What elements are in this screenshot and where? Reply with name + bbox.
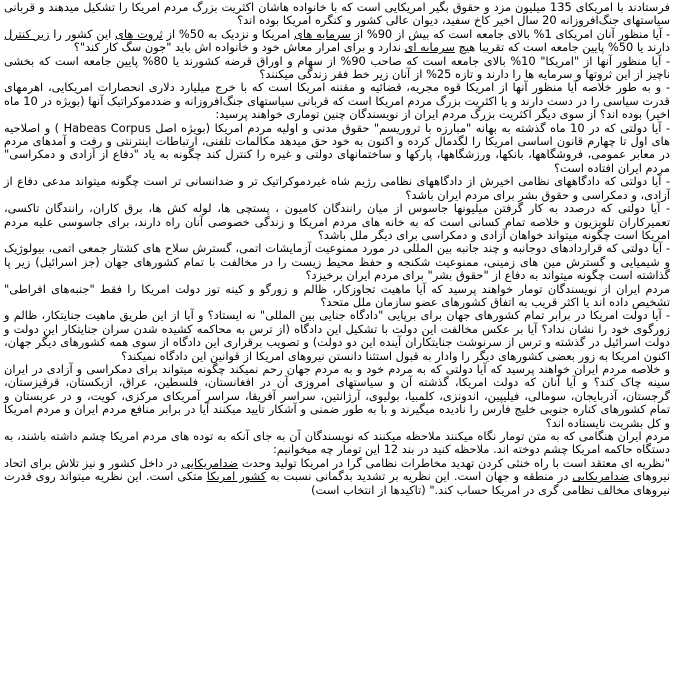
text-segment: - و به طور خلاصه آیا منظور آنها از امریکا قوه مجریه، قضائیه و مقننه امریکا است که با خرج میلیارد دلاری انحصارات امریکایی، اهرمهای قدرت سیاسی را در دست دارند و یا اکثریت بزرگ مردم امریکا است که قربانی سیاستهای جنگ‌افروزانه و ضددموکراتیک آنها (بویژه در 10 ماه اخیر) بوده اند؟ از سوی دیگر اکثریت بزرگ مردم ایران از نویسندگان چنین توماری خواهند پرسید: [4, 80, 670, 122]
text-segment: و خلاصه مردم ایران خواهند پرسید که آیا دولتی که به مردم خود و به مردم جهان رحم نمیکند چگونه میتواند برای دمکراسی و آزادی در ایران سینه چاک کند؟ و آیا آنان که دولت امریکا، گذشته آن و سیاستهای امروزی آن در افغانستان، فلسطین، عراق، ازبکستان، قرقیزستان، گرجستان، آذربایجان، سومالی، فیلیپین، اندونزی، کلمبیا، بولیوی، آرژانتین، سراسر آفریقا، سراسر آمریکای مرکزی، کویت، و در عربستان و تمام کشورهای کناره جنوبی خلیج فارس را نادیده میگیرند و با به طور ضمنی و آشکار تایید میکنند آیا در برابر منافع مردم ایران و مردم امریکا و کل بشریت نایستاده اند؟ [4, 361, 670, 430]
text-segment: - آیا دولتی که درصدد به کار گرفتن میلیونها جاسوس از میان رانندگان کامیون ، پستچی ها، لوله کش ها، برق کاران، رانندگان تاکسی، تعمیرکاران تلویزیون و خلاصه تمام کسانی است که به خانه های مردم امریکا و زندگی خصوصی آنان راه دارند، برای جاسوسی علیه مردم امریکا است چگونه میتواند خواهان آزادی و دمکراسی برای دیگر ملل باشد؟ [4, 201, 670, 242]
underlined-phrase: کشور امریکا [206, 469, 267, 484]
paragraph [4, 175, 670, 202]
text-segment: در داخل کشور و نیز تلاش برای اتحاد نیروهای [4, 455, 670, 484]
paragraph [4, 55, 670, 82]
text-segment: امریکا و نزدیک به 50% از [162, 26, 294, 41]
text-segment: مردم ایران از نویسندگان تومار خواهند پرسید که آیا ماهیت تجاوزکار، ظالم و زورگو و کینه توز دولت امریکا را فقط "جنبه‌های افراطی" تشخیص داده اند یا اکثر قریب به اتفاق کشورهای عضو سازمان ملل متحد؟ [4, 281, 670, 309]
text-segment: متکی است. این نظریه میتواند روی قدرت نیروهای مخالف نظامی گری در امریکا حساب کند." (تاکیدها از انتخاب است) [4, 469, 670, 497]
text-segment: ندارد و برای امرار معاش خود و خانواده اش باید "جون سگ کار کند"؟ [73, 40, 405, 55]
underlined-phrase: سرمایه ای [404, 40, 455, 55]
text-segment: - آیا دولت امریکا در برابر تمام کشورهای جهان برای برپایی "دادگاه جنایی بین المللی" نه ایستاد؟ و آیا از این طریق ماهیت جنایتکار، ظالم و زورگوی خود را نشان نداد؟ آیا بر عکس مخالفت این دولت با تشکیل این دادگاه (از ترس به محاکمه کشیده شدن سران جنایتکار این دولت و دولت اسرائیل در گذشته و ترس از سرنوشت جنایتکاران آینده این دو دولت) و تصویب برقراری این دادگاه از سوی همه کشورهای دیگر جهان، اکنون امریکا به زور بعضی کشورهای دیگر را وادار به قبول استثنا دانستن نیروهای امریکا از قوانین این دادگاه نمیکند؟ [4, 308, 670, 363]
text-segment: در منطقه و جهان است. این نظریه بر تشدید بدگمانی نسبت به [266, 469, 573, 484]
text-segment: دارند یا 50% پایین جامعه است که تقریبا هیچ [454, 40, 670, 55]
text-segment: - آیا دولتی که قراردادهای دوجانبه و چند جانبه بین المللی در مورد ممنوعیت آزمایشات اتمی، گسترش سلاح های کشتار جمعی اتمی، بیولوژیک و شیمیایی و گسترش مین های زمینی، ممنوعیت شکنجه و حفظ محیط زیست را در مخالفت با تمام کشورهای جهان (جز اسرائیل) زیر پا گذاشته است چگونه میتواند به دفاع از "حقوق بشر" برای مردم ایران برخیزد؟ [4, 241, 670, 283]
text-segment: - آیا دولتی که دادگاههای نظامی اخیرش از دادگاههای نظامی رژیم شاه غیردموکراتیک تر و ضدانسانی تر است چگونه میتواند مدعی دفاع از آزادی، و دمکراسی و حقوق بشر برای مردم ایران باشد؟ [4, 174, 670, 202]
text-segment: "نظریه ای معتقد است با راه خنثی کردن تهدید مخاطرات نظامی گرا در امریکا تولید وحدت [238, 455, 670, 470]
underlined-phrase: سرمایه های [293, 26, 351, 41]
text-segment: - آیا دولتی که در 10 ماه گذشته به بهانه "مبارزه با تروریسم" حقوق مدنی و اولیه مردم امریکا (بویژه اصل Habeas Corpus ) و اصلاحیه های اول تا چهارم قانون اساسی امریکا را لگدمال کرده و اکنون به خود حق میدهد مکالمات تلفنی، ارتباطات اینترنتی و رفت و آمدهای مردم در معابر عمومی، فروشگاهها، بانکها، ورزشگاهها، پارکها و ساختمانهای دولتی و غیره را کنترل کند چگونه به یاد "دفاع از آزادی و دمکراسی" مردم ایران افتاده است؟ [4, 120, 671, 175]
paragraph [4, 309, 670, 363]
paragraph [4, 363, 670, 430]
paragraph [4, 122, 670, 176]
paragraph [4, 202, 670, 242]
paragraph [4, 242, 670, 282]
paragraph [4, 28, 670, 55]
text-segment: - آیا منظور آنها از "امریکا" 10% بالای جامعه است که صاحب 90% از سهام و اوراق قرضه کشورند یا 80% پایین جامعه است که بخشی ناچیز از این ثروتها و سرمایه ها را دارند و تازه 25% از آنان زیر خط فقر زندگی میکنند؟ [4, 53, 670, 82]
text-segment: فرستادند با امریکای 135 میلیون مزد و حقوق بگیر امریکایی است که با خانواده هاشان اکثریت بزرگ مردم امریکا را تشکیل میدهند و قربانی سیاستهای جنگ‌افروزانه 20 سال اخیر کاخ سفید، دیوان عالی کشور و کنگره امریکا بوده اند؟ [4, 0, 670, 28]
text-segment: - آیا منظور آنان امریکای 1% بالای جامعه است که بیش از 90% از [350, 26, 671, 41]
text-segment: این کشور را [49, 26, 116, 41]
paragraph [4, 1, 670, 28]
paragraph [4, 81, 670, 121]
underlined-phrase: ضدامریکایی [181, 455, 239, 470]
underlined-phrase: ثروت های [115, 26, 163, 41]
underlined-phrase: زیر کنترل [4, 26, 50, 41]
underlined-phrase: ضدامریکایی [572, 469, 630, 484]
text-segment: مردم ایران هنگامی که به متن تومار نگاه میکنند ملاحظه میکنند که نویسندگان آن به جای آنکه به توده های مردم امریکا چشم داشته باشند، به دستگاه حاکمه امریکا چشم دوخته اند. ملاحظه کنید در بند 12 این تومار چه میخوانیم: [4, 429, 670, 457]
paragraph [4, 283, 670, 310]
paragraph [4, 430, 670, 457]
paragraph [4, 457, 670, 497]
